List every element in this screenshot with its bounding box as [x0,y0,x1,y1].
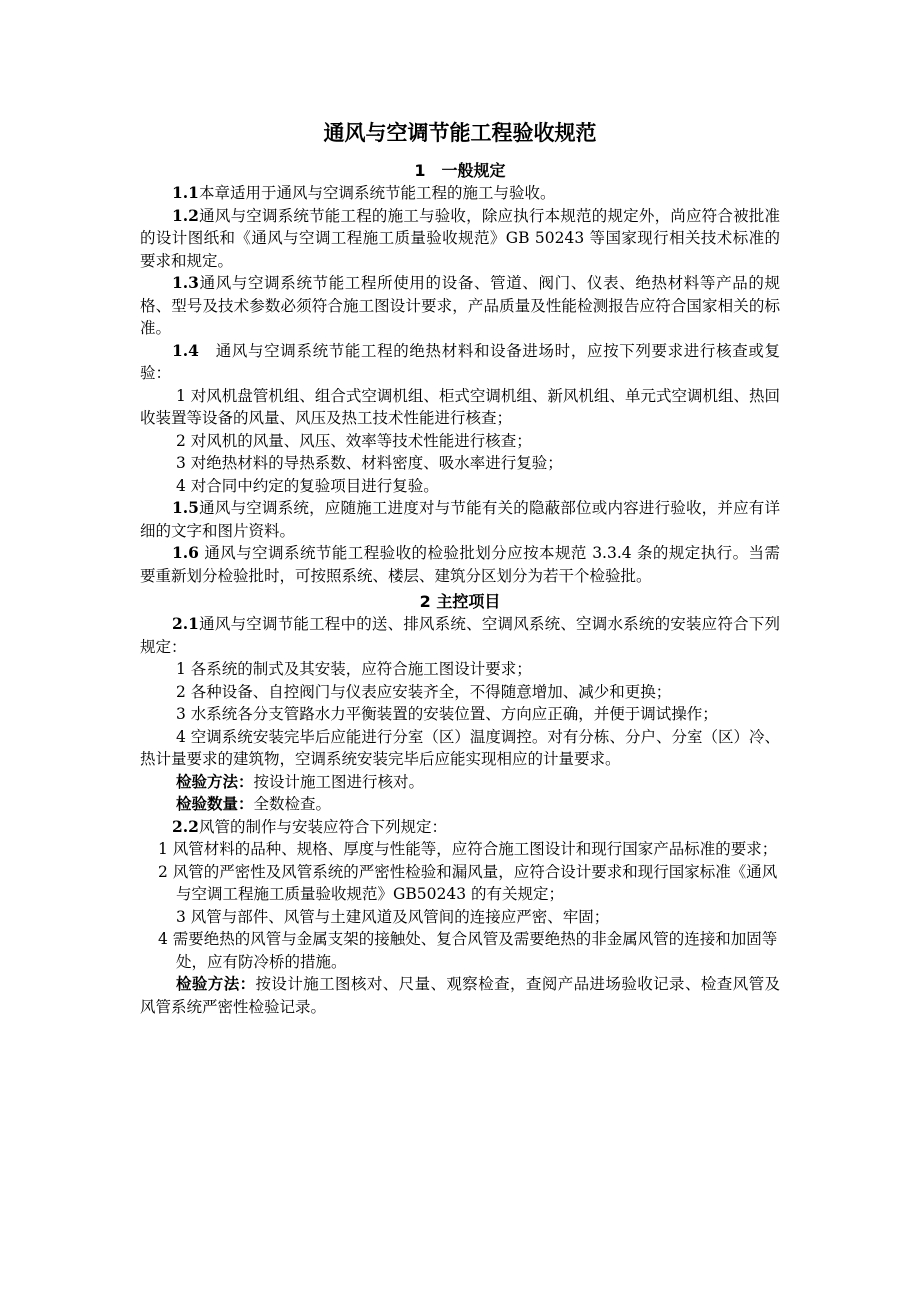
clause-1-2 [140,205,780,273]
clause-number: 2.1 [172,614,199,633]
clause-1-4 [140,340,780,385]
clause-1-4-sub-2: 2 对风机的风量、风压、效率等技术性能进行核查； [176,431,532,450]
clause-number: 1.2 [172,205,199,225]
clause-text: 风管的制作与安装应符合下列规定： [198,817,447,836]
clause-2-1-sub-3: 3 水系统各分支管路水力平衡装置的安装位置、方向应正确，并便于调试操作； [176,705,718,723]
clause-2-2 [140,816,780,839]
clause-text: 本章适用于通风与空调系统节能工程的施工与验收。 [198,184,556,202]
clause-1-6 [140,542,780,587]
clause-text: 通风与空调系统节能工程的绝热材料和设备进场时，应按下列要求进行核查或复验： [140,341,780,382]
clause-2-1 [140,613,780,658]
clause-1-4-sub-4: 4 对合同中约定的复验项目进行复验。 [176,476,439,495]
inspection-quantity-2-1 [140,793,780,816]
clause-1-4-sub-1: 1 对风机盘管机组、组合式空调机组、柜式空调机组、新风机组、单元式空调机组、热回收装置等设备的风量、风压及热工技术性能进行核查； [140,386,780,427]
clause-text: 通风与空调系统节能工程所使用的设备、管道、阀门、仪表、绝热材料等产品的规格、型号及技术参数必须符合施工图设计要求，产品质量及性能检测报告应符合国家相关的标准。 [140,274,780,337]
clause-1-5 [140,497,780,542]
clause-1-3 [140,272,780,340]
clause-text: 通风与空调系统，应随施工进度对与节能有关的隐蔽部位或内容进行验收，并应有详细的文字和图片资料。 [140,499,780,540]
clause-number: 1.3 [172,273,199,292]
clause-2-2-sub-4: 4 需要绝热的风管与金属支架的接触处、复合风管及需要绝热的非金属风管的连接和加固等处，应有防冷桥的措施。 [158,930,778,971]
inspection-quantity-label: 检验数量： [176,795,254,813]
clause-2-1-sub-1: 1 各系统的制式及其安装，应符合施工图设计要求； [176,660,532,678]
clause-2-1-sub-2: 2 各种设备、自控阀门与仪表应安装齐全，不得随意增加、减少和更换； [176,682,672,701]
clause-2-2-sub-2: 2 风管的严密性及风管系统的严密性检验和漏风量，应符合设计要求和现行国家标准《通风与空调工程施工质量验收规范》GB50243 的有关规定； [158,862,778,903]
clause-number: 1.4 [172,340,199,360]
clause-number: 1.5 [172,498,199,517]
document-title: 通风与空调节能工程验收规范 [323,121,597,145]
inspection-method-label: 检验方法： [176,772,254,791]
inspection-method-2-2 [140,973,780,1018]
clause-number: 1.1 [172,183,199,202]
inspection-quantity-text: 全数检查。 [253,795,332,813]
clause-number: 1.6 [172,543,199,562]
clause-1-1 [140,182,780,205]
clause-2-2-sub-1: 1 风管材料的品种、规格、厚度与性能等，应符合施工图设计和现行国家产品标准的要求； [158,840,778,858]
clause-1-4-sub-3: 3 对绝热材料的导热系数、材料密度、吸水率进行复验； [176,454,563,472]
clause-text: 通风与空调系统节能工程的施工与验收，除应执行本规范的规定外，尚应符合被批准的设计图纸和《通风与空调工程施工质量验收规范》GB 50243 等国家现行相关技术标准的要求和规定。 [140,206,780,270]
inspection-method-2-1 [140,771,780,794]
section-1-heading: 1 一般规定 [414,161,506,180]
inspection-method-text: 按设计施工图进行核对。 [253,772,425,791]
clause-text: 通风与空调系统节能工程验收的检验批划分应按本规范 3.3.4 条的规定执行。当需要重新划分检验批时，可按照系统、楼层、建筑分区划分为若干个检验批。 [140,544,780,585]
document-page [140,118,780,1018]
section-2-heading: 2 主控项目 [419,592,501,611]
inspection-method-text: 按设计施工图核对、尺量、观察检查，查阅产品进场验收记录、检查风管及风管系统严密性检验记录。 [140,975,780,1016]
clause-2-2-sub-3: 3 风管与部件、风管与土建风道及风管间的连接应严密、牢固； [176,907,610,926]
clause-text: 通风与空调节能工程中的送、排风系统、空调风系统、空调水系统的安装应符合下列规定： [140,615,780,656]
inspection-method-label: 检验方法： [176,975,256,993]
clause-2-1-sub-4: 4 空调系统安装完毕后应能进行分室（区）温度调控。对有分栋、分户、分室（区）冷、热计量要求的建筑物，空调系统安装完毕后应能实现相应的计量要求。 [140,727,780,768]
clause-number: 2.2 [172,816,199,836]
